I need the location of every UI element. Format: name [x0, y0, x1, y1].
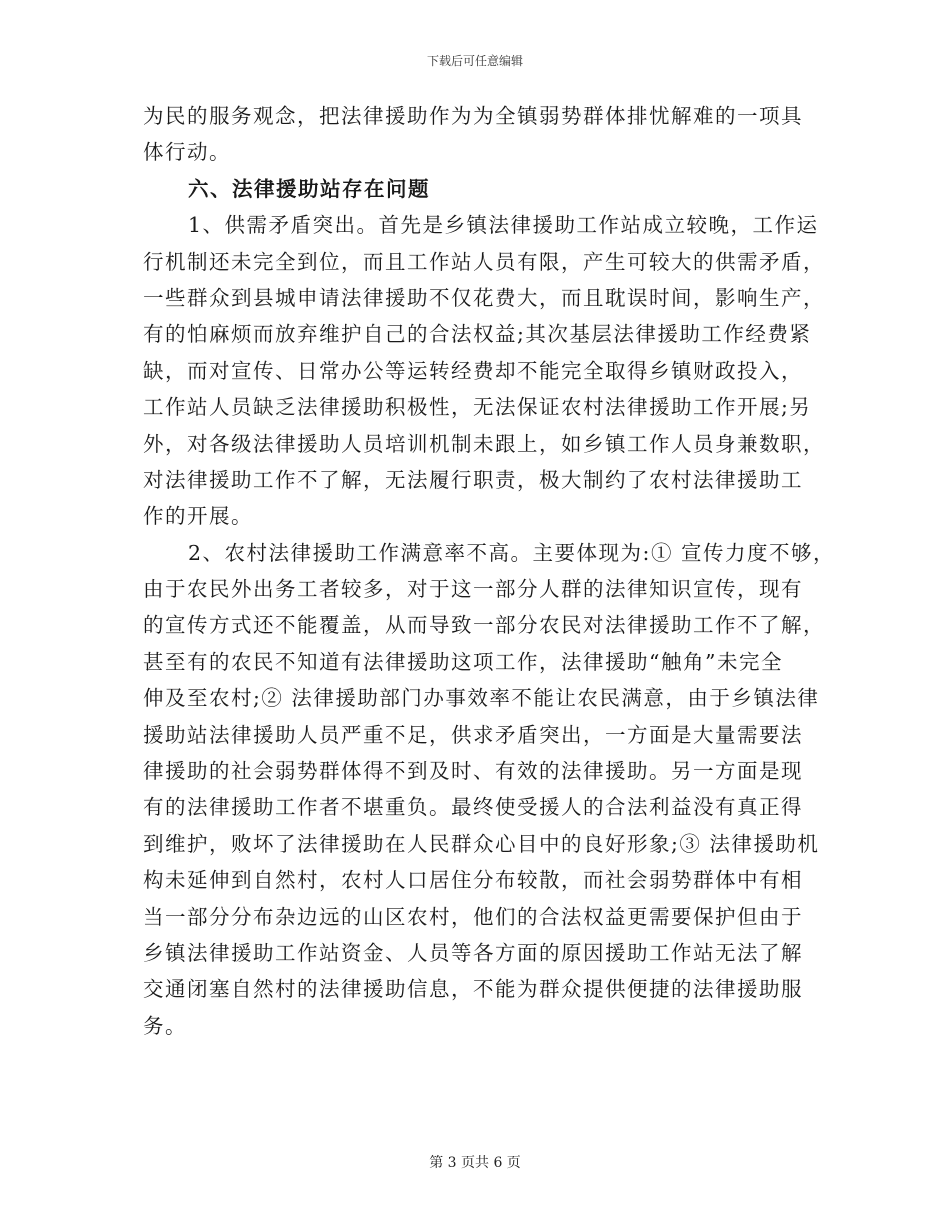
body-line: 律援助的社会弱势群体得不到及时、有效的法律援助。另一方面是现	[143, 759, 803, 784]
body-line: 作的开展。	[143, 504, 253, 529]
section-heading: 六、法律援助站存在问题	[188, 176, 430, 201]
body-line: 为民的服务观念，把法律援助作为为全镇弱势群体排忧解难的一项具	[143, 104, 803, 128]
body-line: 一些群众到县城申请法律援助不仅花费大，而且耽误时间，影响生产，	[143, 285, 825, 310]
body-line: 1、供需矛盾突出。首先是乡镇法律援助工作站成立较晚，工作运	[188, 213, 819, 238]
body-line: 交通闭塞自然村的法律援助信息，不能为群众提供便捷的法律援助服	[143, 977, 803, 1002]
body-line: 2、农村法律援助工作满意率不高。主要体现为:① 宣传力度不够，	[188, 540, 835, 565]
body-line: 乡镇法律援助工作站资金、人员等各方面的原因援助工作站无法了解	[143, 940, 803, 965]
body-line: 有的法律援助工作者不堪重负。最终使受援人的合法利益没有真正得	[143, 795, 803, 820]
body-line: 行机制还未完全到位，而且工作站人员有限，产生可较大的供需矛盾，	[143, 249, 825, 274]
body-line: 的宣传方式还不能覆盖，从而导致一部分农民对法律援助工作不了解，	[143, 613, 825, 638]
body-line: 对法律援助工作不了解，无法履行职责，极大制约了农村法律援助工	[143, 467, 803, 492]
body-line: 务。	[143, 1013, 187, 1038]
body-line: 体行动。	[143, 140, 231, 165]
body-line: 工作站人员缺乏法律援助积极性，无法保证农村法律援助工作开展;另	[143, 395, 812, 420]
body-line: 到维护，败坏了法律援助在人民群众心目中的良好形象;③ 法律援助机	[143, 831, 820, 856]
body-line: 有的怕麻烦而放弃维护自己的合法权益;其次基层法律援助工作经费紧	[143, 322, 812, 347]
body-line: 甚至有的农民不知道有法律援助这项工作，法律援助“触角”未完全	[143, 649, 783, 674]
body-line: 援助站法律援助人员严重不足，供求矛盾突出，一方面是大量需要法	[143, 722, 803, 747]
body-line: 构未延伸到自然村，农村人口居住分布较散，而社会弱势群体中有相	[143, 868, 803, 893]
body-line: 由于农民外出务工者较多，对于这一部分人群的法律知识宣传，现有	[143, 577, 803, 602]
document-body	[143, 98, 835, 1044]
page-header: 下载后可任意编辑	[426, 54, 523, 68]
body-line: 外，对各级法律援助人员培训机制未跟上，如乡镇工作人员身兼数职，	[143, 431, 825, 456]
body-line: 当一部分分布杂边远的山区农村，他们的合法权益更需要保护但由于	[143, 904, 803, 929]
body-line: 缺，而对宣传、日常办公等运转经费却不能完全取得乡镇财政投入，	[143, 358, 803, 383]
page-footer: 第 3 页共 6 页	[429, 1155, 521, 1171]
body-line: 伸及至农村;② 法律援助部门办事效率不能让农民满意，由于乡镇法律	[143, 686, 820, 711]
